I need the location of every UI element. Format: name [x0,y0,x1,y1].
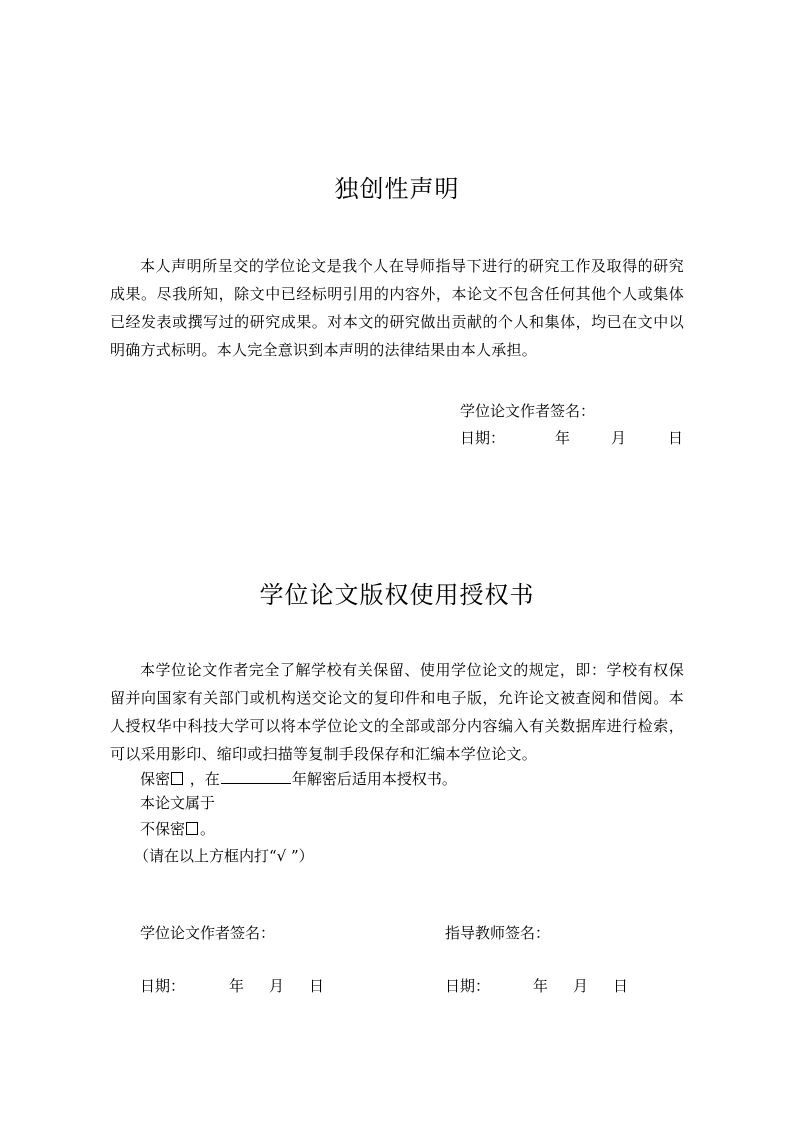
secret-mid-text: ，在 [189,770,220,788]
author-year-label: 年 [229,977,245,995]
declaration-year-label: 年 [555,429,571,447]
declaration-day-label: 日 [668,429,684,447]
author-signature-label: 学位论文作者签名： [140,924,276,942]
secret-checkbox[interactable] [171,772,183,785]
authorization-body: 本学位论文作者完全了解学校有关保留、使用学位论文的规定，即：学校有权保留并向国家有关部门或机构送交论文的复印件和电子版，允许论文被查阅和借阅。本人授权华中科技大学可以将本学位论文的全部或部分内容编入有关数据库进行检索，可以采用影印、缩印或扫描等复制手段保存和汇编本学位论文。 [110,661,684,763]
declaration-signature-label: 学位论文作者签名： [460,402,596,420]
advisor-signature-label: 指导教师签名： [445,924,551,942]
secret-option-line [140,766,457,790]
not-secret-label: 不保密 [140,820,186,838]
secret-tail-text: 年解密后适用本授权书。 [291,770,457,788]
secret-label: 保密 [140,770,171,788]
declaration-month-label: 月 [611,429,627,447]
declassify-years-blank[interactable] [221,766,291,784]
advisor-year-label: 年 [533,977,549,995]
belongs-label: 本论文属于 [140,794,216,812]
author-month-label: 月 [269,977,285,995]
not-secret-end: 。 [200,820,216,838]
not-secret-checkbox[interactable] [186,822,198,835]
authorization-title: 学位论文版权使用授权书 [259,581,535,609]
author-day-label: 日 [309,977,325,995]
author-date-label: 日期： [140,977,186,995]
advisor-day-label: 日 [613,977,629,995]
advisor-month-label: 月 [573,977,589,995]
declaration-body: 本人声明所呈交的学位论文是我个人在导师指导下进行的研究工作及取得的研究成果。尽我所知，除文中已经标明引用的内容外，本论文不包含任何其他个人或集体已经发表或撰写过的研究成果。对本文的研究做出贡献的个人和集体，均已在文中以明确方式标明。本人完全意识到本声明的法律结果由本人承担。 [110,257,684,359]
not-secret-option-line [140,818,215,840]
checkmark-instruction: （请在以上方框内打“√ ”） [134,847,314,865]
advisor-date-label: 日期： [445,977,491,995]
declaration-title: 独创性声明 [334,175,460,203]
declaration-date-label: 日期： [460,429,506,447]
